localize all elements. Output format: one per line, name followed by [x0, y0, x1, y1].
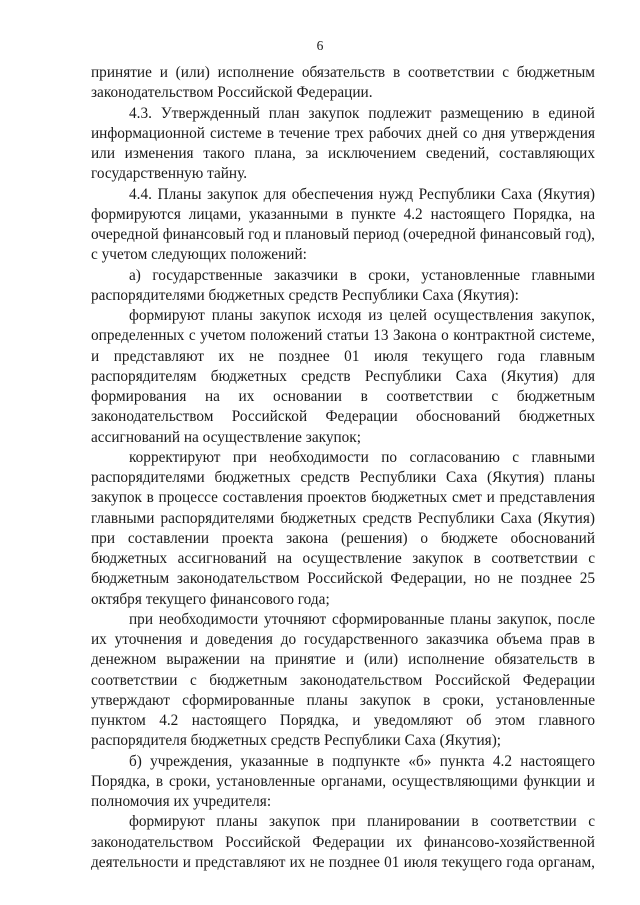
paragraph-subitem-a: а) государственные заказчики в сроки, установленные главными распорядителями бюджетных средств Республики Саха (Якутия): — [91, 266, 595, 304]
paragraph-subitem-b: б) учреждения, указанные в подпункте «б» пункта 4.2 настоящего Порядка, в сроки, установленные органами, осуществляющими функции и полномочия их учредителя: — [91, 752, 595, 810]
page-number: 6 — [316, 38, 324, 53]
paragraph-form-plans: формируют планы закупок исходя из целей осуществления закупок, определенных с учетом положений статьи 13 Закона о контрактной системе, и представляют их не позднее 01 июля текущего года главным распорядителям бюджетных средств Республики Саха (Якутия) для формирования на их основании в соответствии с бюджетным законодательством Российской Федерации обоснований бюджетных ассигнований на осуществление закупок; — [91, 307, 595, 446]
paragraph-refine-plans: при необходимости уточняют сформированные планы закупок, после их уточнения и доведения до государственного заказчика объема прав в денежном выражении на принятие и (или) исполнение обязательств в соответствии с бюджетным законодательством Российской Федерации утверждают сформированные планы закупок в сроки, установленные пунктом 4.2 настоящего Порядка, и уведомляют об этом главного распорядителя бюджетных средств Республики Саха (Якутия); — [91, 610, 595, 750]
paragraph-continuation: принятие и (или) исполнение обязательств в соответствии с бюджетным законодательством Российской Федерации. — [91, 64, 595, 102]
paragraph-4-3: 4.3. Утвержденный план закупок подлежит размещению в единой информационной системе в течение трех рабочих дней со дня утверждения или изменения такого плана, за исключением сведений, составляющих государственную тайну. — [91, 104, 595, 183]
paragraph-4-4: 4.4. Планы закупок для обеспечения нужд Республики Саха (Якутия) формируются лицами, указанными в пункте 4.2 настоящего Порядка, на очередной финансовый год и плановый период (очередной финансовый год), с учетом следующих положений: — [91, 185, 595, 264]
paragraph-correct-plans: корректируют при необходимости по согласованию с главными распорядителями бюджетных средств Республики Саха (Якутия) планы закупок в процессе составления проектов бюджетных смет и представления главными распорядителями бюджетных средств Республики Саха (Якутия) при составлении проекта закона (решения) о бюджете обоснований бюджетных ассигнований на осуществление закупок в соответствии с бюджетным законодательством Российской Федерации, но не позднее 25 октября текущего финансового года; — [91, 448, 595, 608]
document-body — [91, 63, 595, 873]
paragraph-institutions-form-plans: формируют планы закупок при планировании в соответствии с законодательством Российской Федерации их финансово-хозяйственной деятельности и представляют их не позднее 01 июля текущего года органам, — [91, 813, 595, 871]
